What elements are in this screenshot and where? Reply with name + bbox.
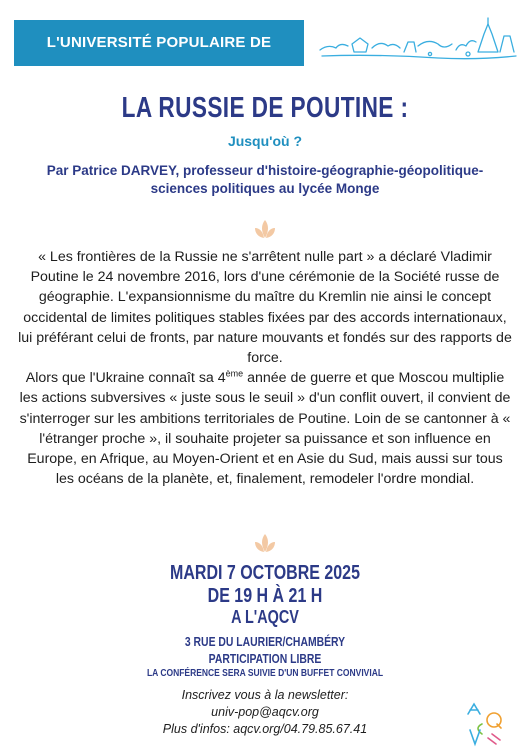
paragraph-1: « Les frontières de la Russie ne s'arrêtent nulle part » a déclaré Vladimir Poutine le 24 novembre 2016, lors d'une cérémonie de la Société russe de géographie. L'expansionnisme du maître du Kremlin nie ainsi le concept occidental de limites politiques stables fixées par des accords internationaux, lui préférant celui de fronts, par nature mouvants et fondés sur des rapports de force. bbox=[18, 249, 512, 367]
contact-email: univ-pop@aqcv.org bbox=[211, 705, 319, 719]
description-text bbox=[18, 247, 512, 489]
event-participation: PARTICIPATION LIBRE bbox=[208, 651, 322, 666]
event-buffet-note: LA CONFÉRENCE SERA SUIVIE D'UN BUFFET CONVIVIAL bbox=[146, 668, 384, 679]
event-address: 3 RUE DU LAURIER/CHAMBÉRY bbox=[184, 634, 346, 649]
event-venue: A L'AQCV bbox=[231, 607, 299, 627]
city-skyline-illustration bbox=[318, 14, 518, 62]
more-info: Plus d'infos: aqcv.org/04.79.85.67.41 bbox=[162, 722, 368, 736]
aqcv-logo-icon bbox=[462, 700, 508, 748]
ordinal-suffix: ème bbox=[225, 368, 244, 379]
header-banner: L'UNIVERSITÉ POPULAIRE DE CHAMBÉRY bbox=[14, 20, 304, 66]
paragraph-2-rest: année de guerre et que Moscou multiplie les actions subversives « juste sous le seuil » d'un conflit ouvert, il convient de s'interroger sur les ambitions territoriales de Poutine. Loin de se cantonner à « l'étranger proche », il souhaite projeter sa puissance et son influence en Europe, en Afrique, au Moyen-Orient et en Asie du Sud, mais aussi sur tous les océans de la planète, et, finalement, remodeler l'ordre mondial. bbox=[19, 370, 511, 488]
page-title: LA RUSSIE DE POUTINE : bbox=[121, 92, 409, 124]
leaf-ornament-icon bbox=[252, 218, 278, 242]
event-date: MARDI 7 OCTOBRE 2025 bbox=[170, 562, 360, 584]
leaf-ornament-icon bbox=[252, 532, 278, 556]
paragraph-2-start: Alors que l'Ukraine connaît sa 4 bbox=[25, 370, 226, 387]
author-line bbox=[30, 162, 500, 198]
author-line-1: Par Patrice DARVEY, professeur d'histoire-géographie-géopolitique- bbox=[46, 163, 484, 178]
event-time: DE 19 H À 21 H bbox=[207, 585, 323, 607]
page-subtitle: Jusqu'où ? bbox=[227, 133, 303, 149]
paragraph-2 bbox=[18, 368, 512, 489]
author-line-2: sciences politiques au lycée Monge bbox=[150, 181, 380, 196]
newsletter-invite: Inscrivez vous à la newsletter: bbox=[181, 688, 349, 702]
